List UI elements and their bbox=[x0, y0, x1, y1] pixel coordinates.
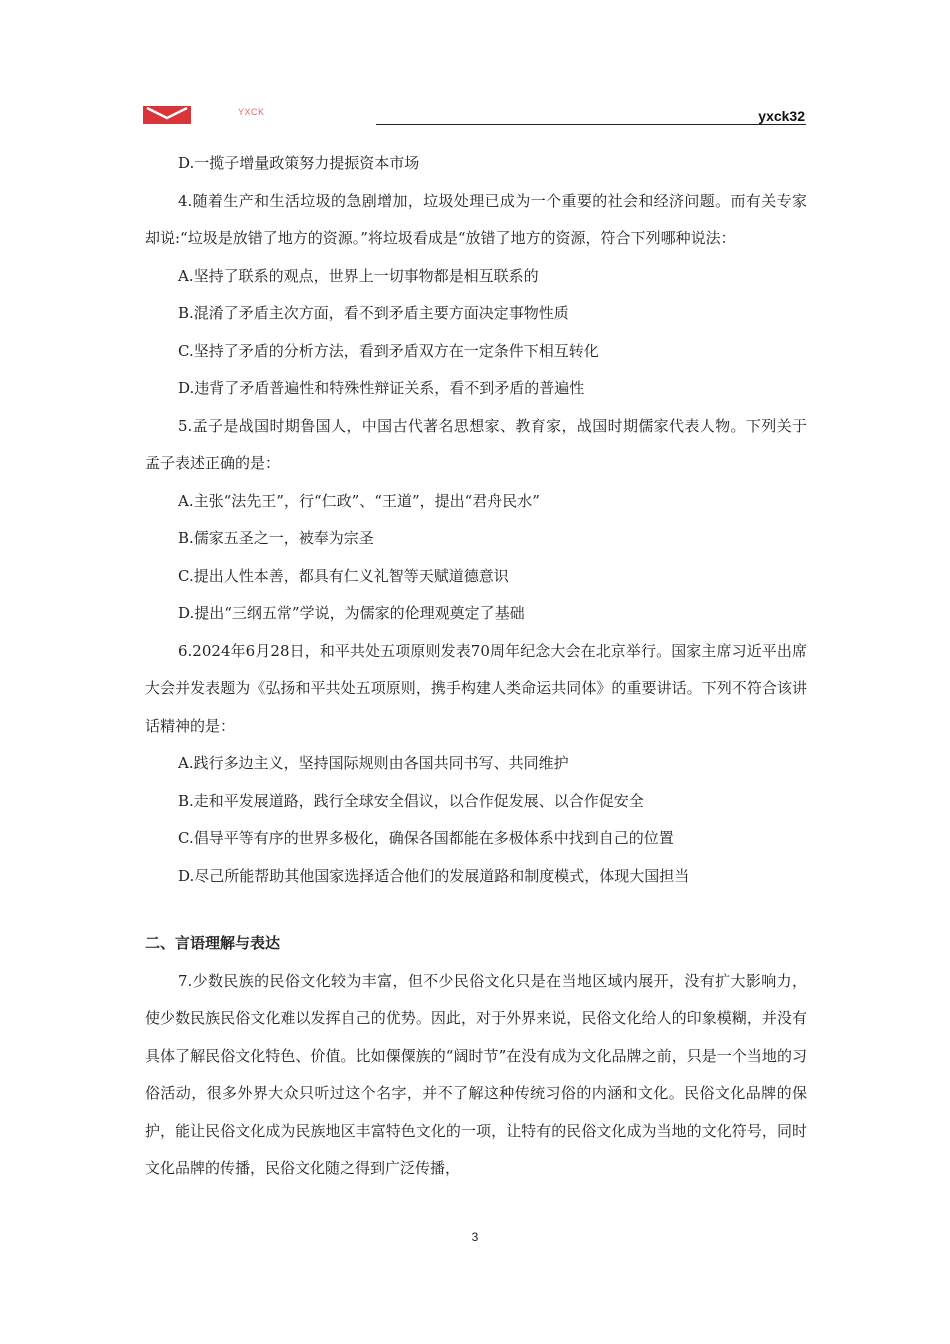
header-divider bbox=[376, 124, 806, 125]
logo-text: YXCK bbox=[238, 107, 265, 117]
q6-option-d: D.尽己所能帮助其他国家选择适合他们的发展道路和制度模式，体现大国担当 bbox=[178, 866, 690, 885]
q5-option-a: A.主张“法先王”，行“仁政”、“王道”，提出“君舟民水” bbox=[178, 491, 540, 510]
q6-option-b: B.走和平发展道路，践行全球安全倡议，以合作促发展、以合作促安全 bbox=[178, 791, 644, 810]
brand-logo-icon bbox=[143, 106, 191, 124]
q5-stem: 5.孟子是战国时期鲁国人，中国古代著名思想家、教育家，战国时期儒家代表人物。下列关于孟子表述正确的是： bbox=[145, 416, 807, 472]
q7-stem: 7.少数民族的民俗文化较为丰富，但不少民俗文化只是在当地区域内展开，没有扩大影响力，使少数民族民俗文化难以发挥自己的优势。因此，对于外界来说，民俗文化给人的印象模糊，并没有具体了解民俗文化特色、价值。比如傈僳族的“阔时节”在没有成为文化品牌之前，只是一个当地的习俗活动，很多外界大众只听过这个名字，并不了解这种传统习俗的内涵和文化。民俗文化品牌的保护，能让民俗文化成为民族地区丰富特色文化的一项，让特有的民俗文化成为当地的文化符号，同时文化品牌的传播，民俗文化随之得到广泛传播， bbox=[145, 971, 807, 1177]
q3-option-d: D.一揽子增量政策努力提振资本市场 bbox=[178, 154, 420, 172]
q5-option-c: C.提出人性本善，都具有仁义礼智等天赋道德意识 bbox=[178, 566, 509, 585]
q4-option-d: D.违背了矛盾普遍性和特殊性辩证关系，看不到矛盾的普遍性 bbox=[178, 379, 585, 397]
q4-stem: 4.随着生产和生活垃圾的急剧增加，垃圾处理已成为一个重要的社会和经济问题。而有关专家却说:“垃圾是放错了地方的资源。”将垃圾看成是“放错了地方的资源，符合下列哪种说法： bbox=[145, 191, 807, 247]
q5-option-b: B.儒家五圣之一，被奉为宗圣 bbox=[178, 529, 374, 547]
q6-stem: 6.2024年6月28日，和平共处五项原则发表70周年纪念大会在北京举行。国家主席习近平出席大会并发表题为《弘扬和平共处五项原则，携手构建人类命运共同体》的重要讲话。下列不符合该讲话精神的是： bbox=[145, 641, 807, 735]
q4-option-b: B.混淆了矛盾主次方面，看不到矛盾主要方面决定事物性质 bbox=[178, 304, 569, 322]
q4-option-c: C.坚持了矛盾的分析方法，看到矛盾双方在一定条件下相互转化 bbox=[178, 341, 599, 360]
q6-option-c: C.倡导平等有序的世界多极化，确保各国都能在多极体系中找到自己的位置 bbox=[178, 829, 674, 847]
q5-option-d: D.提出“三纲五常”学说，为儒家的伦理观奠定了基础 bbox=[178, 604, 525, 622]
q6-option-a: A.践行多边主义，坚持国际规则由各国共同书写、共同维护 bbox=[178, 754, 569, 772]
document-body bbox=[145, 145, 807, 1188]
q4-option-a: A.坚持了联系的观点，世界上一切事物都是相互联系的 bbox=[178, 266, 539, 285]
document-code: yxck32 bbox=[758, 108, 805, 124]
section-heading: 二、言语理解与表达 bbox=[145, 934, 281, 952]
page-header bbox=[0, 0, 950, 130]
page-number: 3 bbox=[471, 1230, 479, 1244]
